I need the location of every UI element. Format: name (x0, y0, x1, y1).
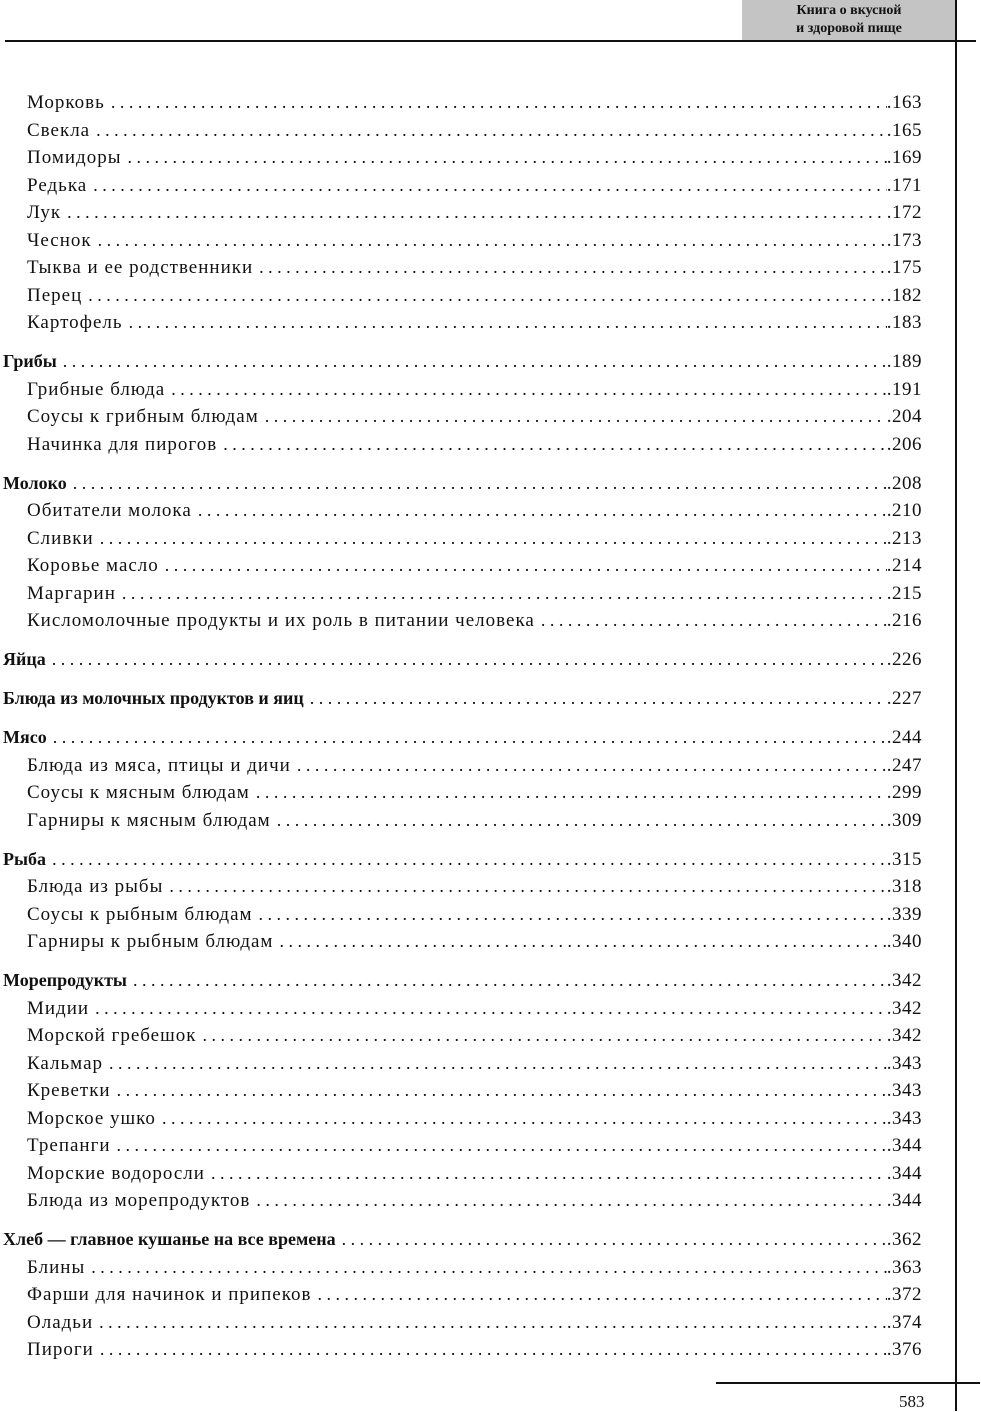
dot-leader (277, 807, 887, 833)
dot-leader (122, 580, 887, 606)
dot-leader (256, 1187, 886, 1213)
footer-rule (716, 1382, 980, 1384)
toc-entry-page: . 376 (887, 1337, 922, 1363)
page-number: 583 (899, 1392, 925, 1411)
dot-leader (109, 1050, 887, 1076)
toc-entry-title: Гарниры к рыбным блюдам (27, 931, 274, 952)
toc-section-entry (0, 685, 922, 711)
toc-entry-page: . 343 (887, 1051, 922, 1077)
toc-entry-page: . 226 (887, 647, 922, 673)
toc-entry-title: Морской гребешок (27, 1025, 197, 1046)
toc-entry-page: . 374 (887, 1310, 922, 1336)
dot-leader (67, 199, 887, 225)
dot-leader (98, 227, 887, 253)
toc-entry-page: . 244 (887, 725, 922, 751)
dot-leader (93, 172, 887, 198)
toc-entry (0, 431, 922, 457)
dot-leader (310, 685, 887, 711)
toc-entry (0, 873, 922, 899)
toc-entry (0, 376, 922, 402)
toc-entry-page: . 318 (887, 874, 922, 900)
toc-entry-page: . 362 (887, 1227, 922, 1253)
toc-entry (0, 1105, 922, 1131)
toc-section-entry (0, 967, 922, 993)
toc-entry-page: . 363 (887, 1255, 922, 1281)
toc-entry-page: . 213 (887, 526, 922, 552)
toc-entry-title: Молоко (3, 473, 67, 493)
toc-entry-title: Фарши для начинок и припеков (27, 1284, 312, 1305)
toc-entry-page: . 247 (887, 753, 922, 779)
toc-entry-page: . 315 (887, 847, 922, 873)
toc-entry (0, 580, 922, 606)
dot-leader (63, 348, 887, 374)
dot-leader (133, 967, 887, 993)
toc-entry-page: . 163 (887, 90, 922, 116)
toc-entry-page: . 309 (887, 808, 922, 834)
dot-leader (52, 846, 887, 872)
dot-leader (279, 928, 886, 954)
toc-entry-title: Соусы к грибным блюдам (27, 406, 259, 427)
toc-entry-title: Соусы к мясным блюдам (27, 782, 250, 803)
dot-leader (111, 89, 887, 115)
toc-entry-page: . 171 (887, 173, 922, 199)
dot-leader (317, 1281, 886, 1307)
dot-leader (96, 117, 887, 143)
toc-entry-title: Гарниры к мясным блюдам (27, 810, 271, 831)
toc-entry-title: Оладьи (27, 1312, 94, 1333)
toc-section-entry (0, 1226, 922, 1252)
toc-entry (0, 1254, 922, 1280)
toc-entry-page: . 342 (887, 968, 922, 994)
toc-entry-title: Креветки (27, 1080, 111, 1101)
toc-entry (0, 995, 922, 1021)
dot-leader (198, 497, 887, 523)
toc-entry (0, 282, 922, 308)
toc-entry-title: Мясо (3, 727, 47, 747)
toc-entry-title: Грибные блюда (27, 379, 166, 400)
dot-leader (88, 282, 886, 308)
toc-entry-page: . 183 (887, 310, 922, 336)
toc-entry (0, 1022, 922, 1048)
toc-section-entry (0, 846, 922, 872)
dot-leader (52, 646, 887, 672)
toc-entry-page: . 191 (887, 377, 922, 403)
toc-entry-title: Трепанги (27, 1135, 111, 1156)
toc-entry (0, 1132, 922, 1158)
dot-leader (53, 724, 887, 750)
toc-entry-title: Тыква и ее родственники (27, 257, 254, 278)
toc-entry-title: Блюда из рыбы (27, 876, 164, 897)
toc-entry-title: Соусы к рыбным блюдам (27, 904, 253, 925)
dot-leader (117, 1077, 887, 1103)
dot-leader (171, 376, 887, 402)
toc-entry (0, 497, 922, 523)
toc-entry-page: . 169 (887, 145, 922, 171)
dot-leader (129, 309, 887, 335)
dot-leader (73, 470, 887, 496)
toc-entry-page: . 216 (887, 608, 922, 634)
toc-entry-page: . 215 (887, 581, 922, 607)
toc-entry-title: Коровье масло (27, 555, 159, 576)
toc-entry (0, 403, 922, 429)
toc-section-entry (0, 646, 922, 672)
toc-entry-title: Морское ушко (27, 1108, 156, 1129)
toc-entry-title: Морские водоросли (27, 1163, 205, 1184)
toc-entry-title: Обитатели молока (27, 500, 192, 521)
toc-entry (0, 1281, 922, 1307)
dot-leader (223, 431, 887, 457)
toc-entry-title: Морепродукты (3, 970, 127, 990)
toc-entry (0, 89, 922, 115)
toc-entry-page: . 173 (887, 228, 922, 254)
running-header-line-2: и здоровой пище (796, 21, 902, 36)
toc-entry-page: . 227 (887, 686, 922, 712)
toc-entry-page: . 342 (887, 1023, 922, 1049)
dot-leader (259, 254, 887, 280)
toc-entry (0, 1077, 922, 1103)
toc-section-entry (0, 348, 922, 374)
toc-entry (0, 1309, 922, 1335)
toc-entry (0, 117, 922, 143)
toc-entry (0, 1050, 922, 1076)
dot-leader (162, 1105, 887, 1131)
toc-entry-title: Яйца (3, 649, 46, 669)
toc-entry (0, 199, 922, 225)
dot-leader (256, 779, 887, 805)
toc-entry-title: Пироги (27, 1339, 94, 1360)
dot-leader (95, 995, 887, 1021)
toc-entry (0, 1160, 922, 1186)
toc-entry-title: Кальмар (27, 1053, 103, 1074)
dot-leader (99, 1309, 887, 1335)
toc-entry-title: Маргарин (27, 583, 116, 604)
dot-leader (541, 607, 887, 633)
toc-entry (0, 1187, 922, 1213)
right-margin-rule (955, 0, 957, 1411)
dot-leader (265, 403, 887, 429)
dot-leader (259, 901, 887, 927)
toc-entry-page: . 206 (887, 432, 922, 458)
toc-entry-title: Блюда из мяса, птицы и дичи (27, 755, 291, 776)
toc-entry (0, 752, 922, 778)
toc-entry-page: . 343 (887, 1078, 922, 1104)
toc-entry (0, 901, 922, 927)
toc-section-entry (0, 724, 922, 750)
toc-entry-title: Свекла (27, 120, 91, 141)
toc-entry (0, 807, 922, 833)
dot-leader (342, 1226, 887, 1252)
toc-entry (0, 144, 922, 170)
toc-entry-title: Лук (27, 202, 62, 223)
toc-entry-title: Грибы (3, 351, 57, 371)
toc-entry-title: Сливки (27, 528, 94, 549)
toc-entry-page: . 172 (887, 200, 922, 226)
toc-entry (0, 607, 922, 633)
dot-leader (127, 144, 886, 170)
toc-entry-title: Мидии (27, 998, 90, 1019)
toc-entry-page: . 214 (887, 553, 922, 579)
toc-entry (0, 254, 922, 280)
toc-entry-page: . 344 (887, 1133, 922, 1159)
toc-entry (0, 928, 922, 954)
toc-entry (0, 227, 922, 253)
toc-entry-title: Редька (27, 175, 88, 196)
running-header-line-1: Книга о вкусной (796, 3, 902, 18)
toc-entry-title: Блины (27, 1257, 86, 1278)
dot-leader (211, 1160, 887, 1186)
toc-entry-title: Блюда из морепродуктов (27, 1190, 251, 1211)
toc-entry-page: . 189 (887, 349, 922, 375)
toc-entry-page: . 210 (887, 498, 922, 524)
toc-entry-title: Перец (27, 285, 83, 306)
dot-leader (202, 1022, 886, 1048)
toc-entry (0, 552, 922, 578)
toc-entry-page: . 344 (887, 1161, 922, 1187)
dot-leader (117, 1132, 887, 1158)
toc-entry (0, 525, 922, 551)
toc-entry-page: . 343 (887, 1106, 922, 1132)
toc-entry-title: Рыба (3, 849, 47, 869)
toc-entry-title: Чеснок (27, 230, 92, 251)
dot-leader (169, 873, 886, 899)
toc-entry-page: . 208 (887, 471, 922, 497)
dot-leader (100, 525, 887, 551)
toc-entry-page: . 372 (887, 1282, 922, 1308)
dot-leader (297, 752, 887, 778)
toc-entry-title: Кисломолочные продукты и их роль в питании человека (27, 610, 535, 631)
toc-entry-page: . 344 (887, 1188, 922, 1214)
toc-entry-page: . 299 (887, 780, 922, 806)
toc-entry-page: . 175 (887, 255, 922, 281)
toc-section-entry (0, 470, 922, 496)
toc-entry-title: Помидоры (27, 147, 122, 168)
toc-entry (0, 309, 922, 335)
toc-entry-page: . 339 (887, 902, 922, 928)
dot-leader (91, 1254, 887, 1280)
toc-entry (0, 172, 922, 198)
dot-leader (100, 1336, 887, 1362)
toc-entry-page: . 165 (887, 118, 922, 144)
toc-entry-title: Начинка для пирогов (27, 434, 218, 455)
dot-leader (165, 552, 887, 578)
toc-entry (0, 1336, 922, 1362)
toc-entry-page: . 340 (887, 929, 922, 955)
toc-entry-title: Картофель (27, 312, 123, 333)
toc-entry-page: . 182 (887, 283, 922, 309)
toc-entry-title: Хлеб — главное кушанье на все времена (3, 1229, 336, 1249)
toc-entry (0, 779, 922, 805)
toc-entry-title: Блюда из молочных продуктов и яиц (3, 688, 304, 708)
toc-entry-page: . 342 (887, 996, 922, 1022)
toc-entry-title: Морковь (27, 92, 105, 113)
toc-entry-page: . 204 (887, 404, 922, 430)
